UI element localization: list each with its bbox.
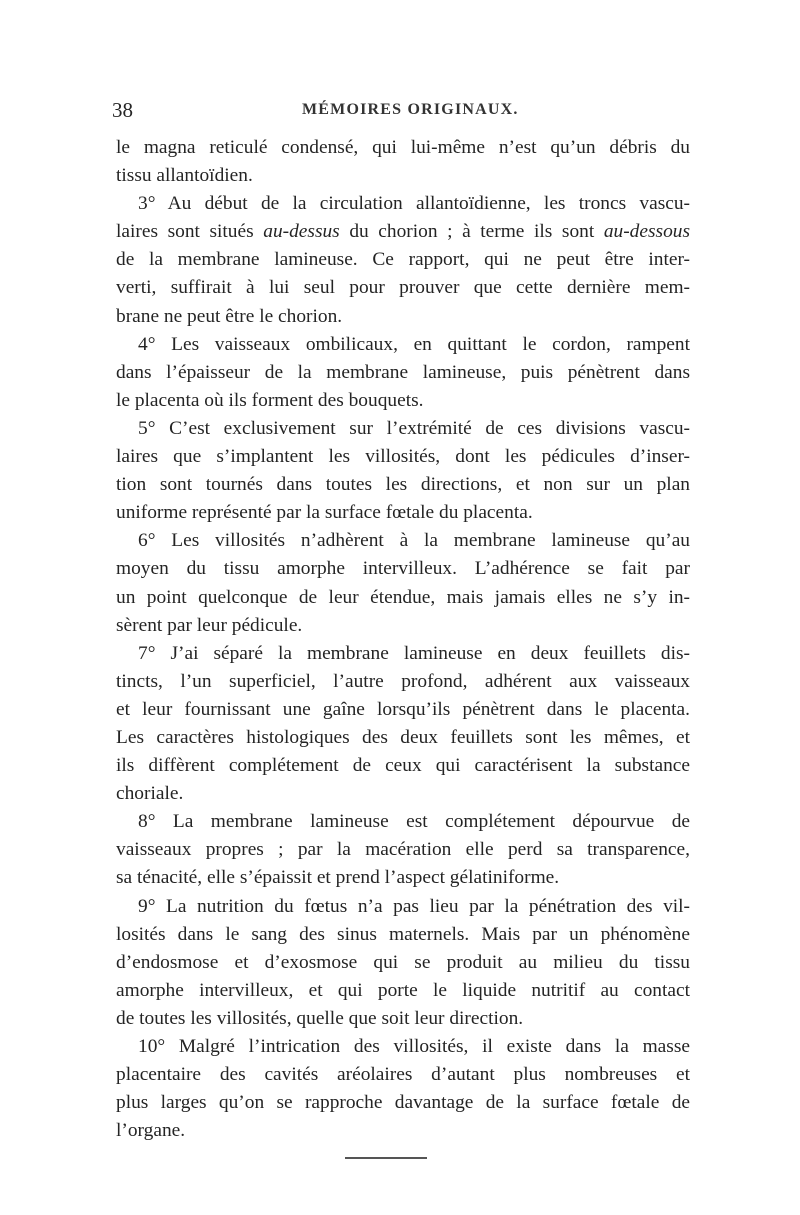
text-line: vaisseaux propres ; par la macération elle perd sa transparence,: [116, 839, 690, 861]
text-line: le placenta où ils forment des bouquets.: [116, 389, 424, 411]
footer-rule: [345, 1157, 427, 1159]
text-line: [116, 218, 690, 246]
text-segment: du chorion ; à terme ils sont: [339, 221, 604, 243]
text-line: laires que s’implantent les villosités, dont les pédicules d’inser-: [116, 446, 690, 468]
text-line: amorphe intervilleux, et qui porte le liquide nutritif au contact: [116, 979, 690, 1001]
text-line: tissu allantoïdien.: [116, 165, 253, 187]
text-line: plus larges qu’on se rapproche davantage de la surface fœtale de: [116, 1092, 690, 1114]
text-line: verti, suffirait à lui seul pour prouver que cette dernière mem-: [116, 277, 690, 299]
text-line: ils diffèrent complétement de ceux qui caractérisent la substance: [116, 755, 690, 777]
text-line: de la membrane lamineuse. Ce rapport, qui ne peut être inter-: [116, 249, 690, 271]
text-line: de toutes les villosités, quelle que soit leur direction.: [116, 1007, 524, 1029]
page-header: [112, 98, 692, 128]
text-segment: laires sont situés: [116, 221, 264, 243]
text-line: un point quelconque de leur étendue, mais jamais elles ne s’y in-: [116, 586, 690, 608]
text-line: et leur fournissant une gaîne lorsqu’ils pénètrent dans le placenta.: [116, 698, 690, 720]
text-line: 6° Les villosités n’adhèrent à la membrane lamineuse qu’au: [138, 530, 690, 552]
text-line: placentaire des cavités aréolaires d’autant plus nombreuses et: [116, 1064, 690, 1086]
body-text: [116, 134, 690, 1145]
page-number: 38: [112, 98, 133, 122]
text-line: brane ne peut être le chorion.: [116, 305, 343, 327]
text-line: losités dans le sang des sinus maternels. Mais par un phénomène: [116, 923, 690, 945]
text-line: le magna reticulé condensé, qui lui-même n’est qu’un débris du: [116, 137, 690, 158]
text-line: sèrent par leur pédicule.: [116, 614, 303, 636]
text-line: l’organe.: [116, 1120, 186, 1142]
text-line: 10° Malgré l’intrication des villosités, il existe dans la masse: [138, 1036, 690, 1057]
text-line: 5° C’est exclusivement sur l’extrémité de ces divisions vascu-: [138, 417, 690, 439]
text-line: 3° Au début de la circulation allantoïdienne, les troncs vascu-: [138, 193, 690, 215]
running-head: MÉMOIRES ORIGINAUX.: [302, 101, 519, 118]
text-line: 7° J’ai séparé la membrane lamineuse en deux feuillets dis-: [138, 642, 690, 664]
text-line: d’endosmose et d’exosmose qui se produit au milieu du tissu: [116, 951, 690, 973]
text-line: tincts, l’un superficiel, l’autre profond, adhérent aux vaisseaux: [116, 670, 690, 692]
text-line: sa ténacité, elle s’épaissit et prend l’aspect gélatiniforme.: [116, 867, 560, 889]
text-line: 4° Les vaisseaux ombilicaux, en quittant le cordon, rampent: [138, 333, 690, 355]
italic-text: au-dessous: [603, 221, 691, 243]
text-line: Les caractères histologiques des deux feuillets sont les mêmes, et: [116, 726, 690, 748]
text-line: moyen du tissu amorphe intervilleux. L’adhérence se fait par: [116, 558, 690, 580]
text-line: choriale.: [116, 783, 184, 805]
text-line: dans l’épaisseur de la membrane lamineuse, puis pénètrent dans: [116, 361, 690, 383]
text-line: uniforme représenté par la surface fœtale du placenta.: [116, 502, 533, 524]
text-line: 8° La membrane lamineuse est complétement dépourvue de: [138, 811, 690, 833]
text-line: tion sont tournés dans toutes les directions, et non sur un plan: [116, 474, 690, 496]
italic-text: au-dessus: [263, 221, 340, 243]
text-line: 9° La nutrition du fœtus n’a pas lieu par la pénétration des vil-: [138, 895, 690, 917]
